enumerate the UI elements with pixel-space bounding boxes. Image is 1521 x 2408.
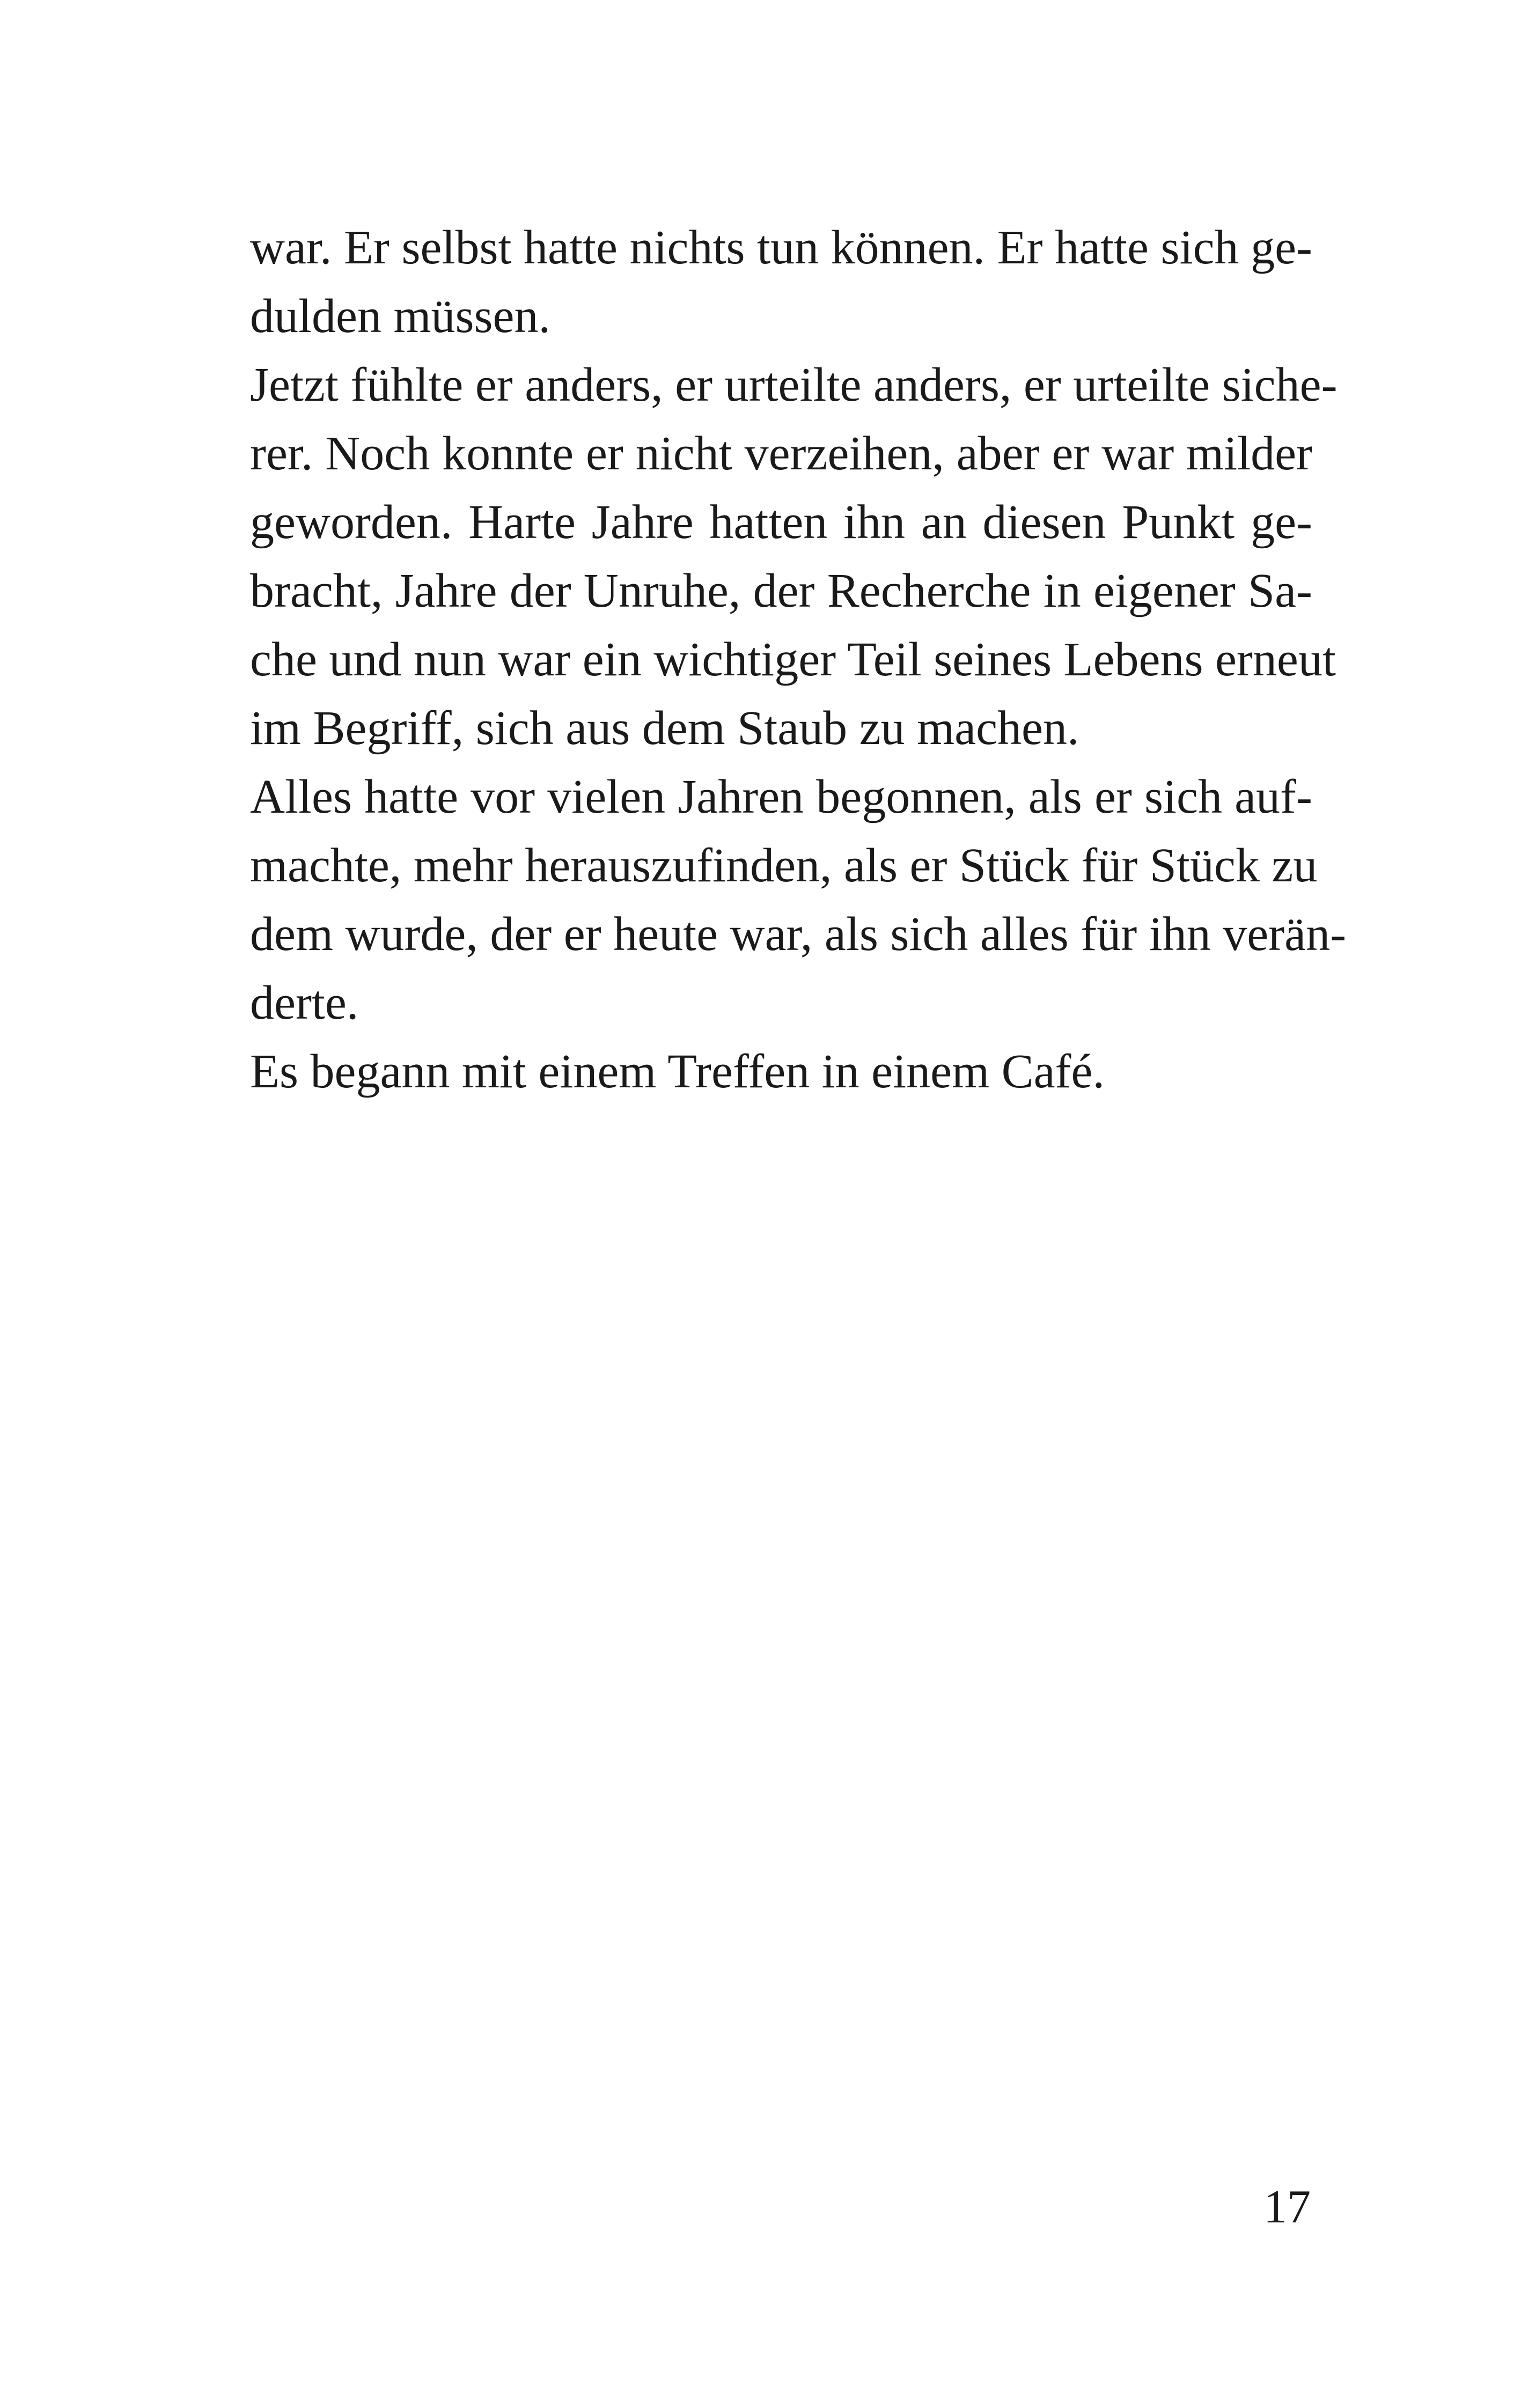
text-line: derte. (250, 976, 359, 1029)
text-line: geworden. Harte Jahre hatten ihn an diesen Punkt ge- (250, 496, 1312, 549)
text-line: Jetzt fühlte er anders, er urteilte anders, er urteilte siche- (250, 358, 1338, 411)
text-line: dem wurde, der er heute war, als sich alles für ihn verän- (250, 908, 1347, 961)
page-number: 17 (1263, 2181, 1311, 2233)
text-line: Es begann mit einem Treffen in einem Café. (250, 1045, 1105, 1098)
text-line: dulden müssen. (250, 290, 550, 343)
text-line: rer. Noch konnte er nicht verzeihen, aber er war milder (250, 427, 1312, 480)
text-line: che und nun war ein wichtiger Teil seines Lebens erneut (250, 633, 1336, 686)
text-line: im Begriff, sich aus dem Staub zu machen. (250, 702, 1079, 755)
text-line: bracht, Jahre der Unruhe, der Recherche in eigener Sa- (250, 564, 1312, 617)
body-text (250, 213, 1347, 1106)
text-line: Alles hatte vor vielen Jahren begonnen, als er sich auf- (250, 770, 1312, 823)
text-line: war. Er selbst hatte nichts tun können. Er hatte sich ge- (250, 221, 1312, 274)
text-line: machte, mehr herauszufinden, als er Stück für Stück zu (250, 839, 1318, 892)
